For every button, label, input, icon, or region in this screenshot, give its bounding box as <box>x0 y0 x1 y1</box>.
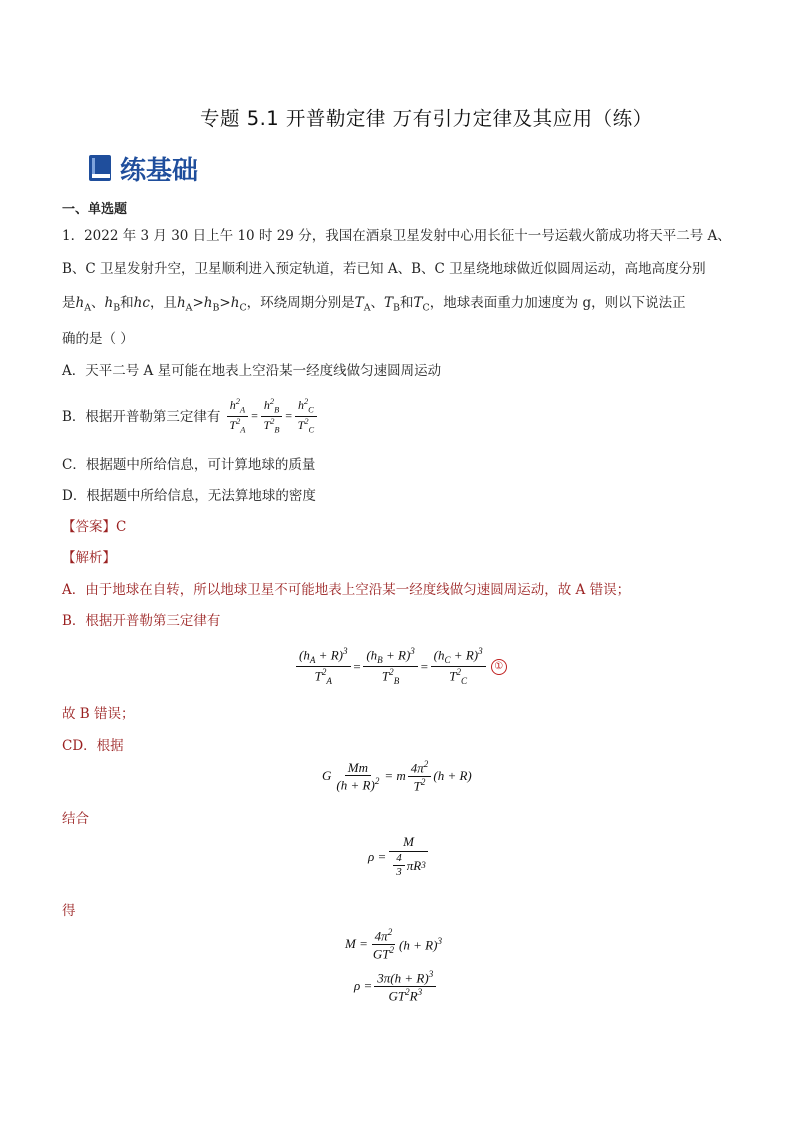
subsection-label: 一、单选题 <box>62 202 128 217</box>
question-line-3: 是$h_A$、$h_B$和hc，且$h_A>h_B>h_C$，环绕周期分别是$T_A$、$T_B$和$T_C$，地球表面重力加速度为 g，则以下说法正 <box>62 295 686 314</box>
kepler-formula: $\frac{(h_A + R)^3}{T^2_A}$ = $\frac{(h_B + R)^3}{T^2_B}$ = $\frac{(h_C + R)^3}{T^2_C}$ ① <box>294 647 507 687</box>
book-icon <box>88 154 112 182</box>
density-result-formula: ρ = $\frac{3\pi(h + R)^3}{GT^2R^3}$ <box>354 970 438 1003</box>
analysis-cd: CD．根据 <box>62 738 124 754</box>
gravity-formula: G $\frac{Mm}{(h + R)^2}$ = m $\frac{4\pi^2}{T^2}$ (h + R) <box>322 759 472 794</box>
section-heading: 练基础 <box>120 155 199 186</box>
density-formula: ρ = M $\frac{4}{3}$ π R 3 <box>368 835 431 879</box>
mass-result-formula: M = $\frac{4\pi^2}{GT^2}$ $(h + R)^3$ <box>345 927 443 962</box>
analysis-get: 得 <box>62 903 76 919</box>
analysis-a: A．由于地球在自转，所以地球卫星不可能地表上空沿某一经度线做匀速圆周运动，故 A 错误； <box>62 582 631 598</box>
option-a: A．天平二号 A 星可能在地表上空沿某一经度线做匀速圆周运动 <box>62 363 442 379</box>
page-title: 专题 5.1 开普勒定律 万有引力定律及其应用（练） <box>200 107 653 130</box>
question-line-4: 确的是（ ） <box>62 331 134 347</box>
analysis-label: 【解析】 <box>62 550 116 566</box>
answer-line: 【答案】C <box>62 519 127 535</box>
circled-number-one: ① <box>491 659 507 675</box>
analysis-b: B．根据开普勒第三定律有 <box>62 613 221 629</box>
option-c: C．根据题中所给信息，可计算地球的质量 <box>62 457 316 473</box>
analysis-combine: 结合 <box>62 811 89 827</box>
question-line-1: 1．2022 年 3 月 30 日上午 10 时 29 分，我国在酒泉卫星发射中心用长征十一号运载火箭成功将天平二号 A、 <box>62 228 731 244</box>
analysis-b-conclusion: 故 B 错误； <box>62 706 135 722</box>
option-b: B．根据开普勒第三定律有 $\frac{h^2_A}{T^2_A}$ = $\frac{h^2_B}{T^2_B}$ = $\frac{h^2_C}{T^2_C}$ <box>62 398 319 435</box>
section-header <box>88 150 198 186</box>
option-d: D．根据题中所给信息，无法算地球的密度 <box>62 488 316 504</box>
question-line-2: B、C 卫星发射升空，卫星顺利进入预定轨道，若已知 A、B、C 卫星绕地球做近似圆周运动，高地高度分别 <box>62 261 706 277</box>
option-b-formula: $\frac{h^2_A}{T^2_A}$ = $\frac{h^2_B}{T^2_B}$ = $\frac{h^2_C}{T^2_C}$ <box>224 398 319 435</box>
